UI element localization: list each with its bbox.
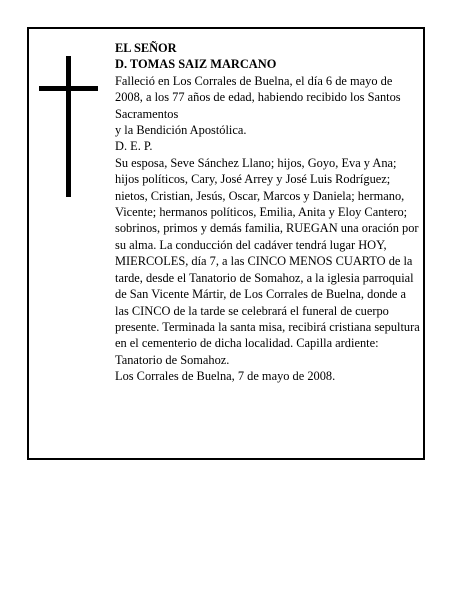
- deceased-name: D. TOMAS SAIZ MARCANO: [115, 57, 277, 72]
- closing-line: Los Corrales de Buelna, 7 de mayo de 2008.: [115, 369, 336, 384]
- heading-title: EL SEÑOR: [115, 41, 177, 55]
- dep-line: D. E. P.: [115, 139, 153, 154]
- cross-vertical-bar: [66, 56, 71, 197]
- cross-horizontal-bar: [39, 86, 98, 91]
- family-paragraph: Su esposa, Seve Sánchez Llano; hijos, Goyo, Eva y Ana; hijos políticos, Cary, José Arrey y José Luis Rodríguez; nietos, Cristian, Jesús, Oscar, Marcos y Daniela; hermano, Vicente; hermanos políticos, Emilia, Anita y Eloy Cantero; sobrinos, primos y demás familia, RUEGAN una oración por su alma. La conducción del cadáver tendrá lugar HOY, MIERCOLES, día 7, a las CINCO MENOS CUARTO de la tarde, desde el Tanatorio de Somahoz, a la iglesia parroquial de San Vicente Mártir, de Los Corrales de Buelna, donde a las CINCO de la tarde se celebrará el funeral de cuerpo presente. Terminada la santa misa, recibirá cristiana sepultura en el cementerio de dicha localidad. Capilla ardiente: Tanatorio de Somahoz.: [115, 155, 420, 367]
- obituary-notice: [27, 27, 425, 460]
- blessing-line: y la Bendición Apostólica.: [115, 123, 247, 138]
- notice-text: [115, 40, 421, 385]
- death-announcement: Falleció en Los Corrales de Buelna, el día 6 de mayo de 2008, a los 77 años de edad, habiendo recibido los Santos Sacramentos: [115, 73, 401, 121]
